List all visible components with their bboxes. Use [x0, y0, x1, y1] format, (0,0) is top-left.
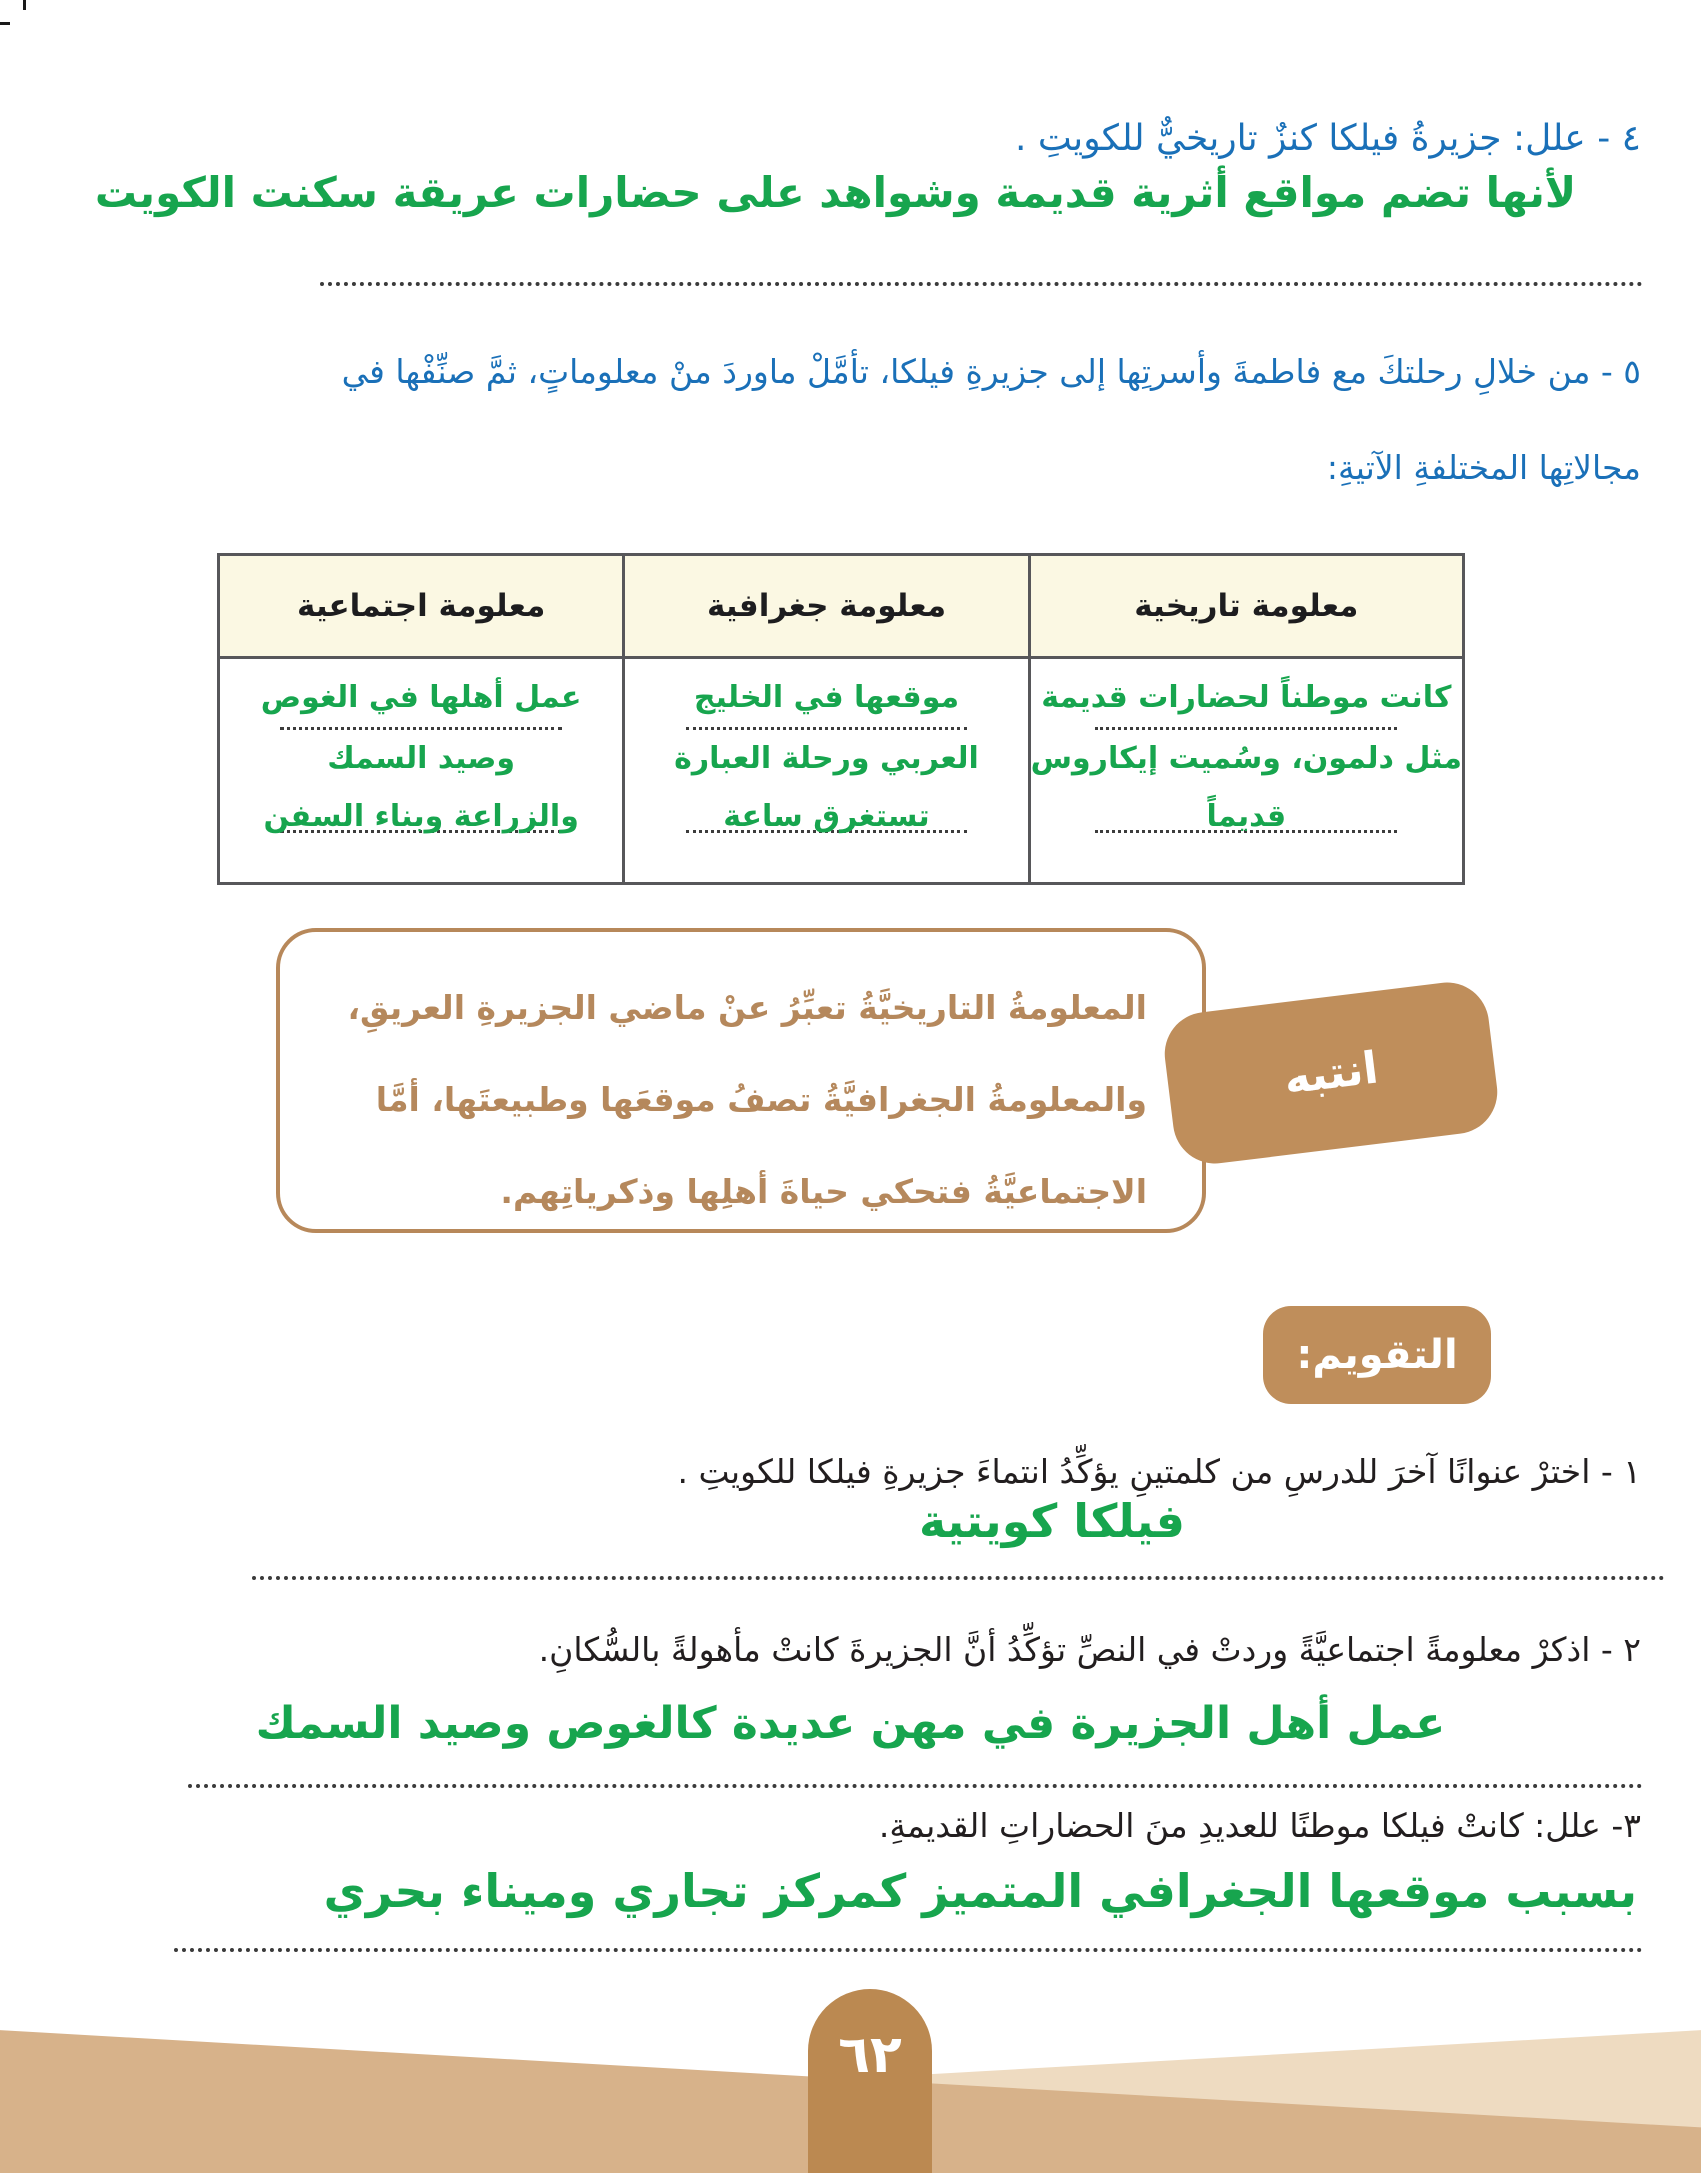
cell-line: قديماً	[1206, 799, 1287, 834]
answer-2-dotted-line	[188, 1784, 1643, 1788]
question-5-line2: مجالاتِها المختلفةِ الآتيةِ:	[1326, 448, 1641, 487]
evaluation-answer-3: بسبب موقعها الجغرافي المتميز كمركز تجاري وميناء بحري	[323, 1864, 1637, 1918]
cell-line: عمل أهلها في الغوص	[260, 680, 582, 715]
answer-4: لأنها تضم مواقع أثرية قديمة وشواهد على حضارات عريقة سكنت الكويت	[94, 168, 1577, 217]
evaluation-question-1: ١ - اخترْ عنوانًا آخرَ للدرسِ من كلمتينِ يؤكِّدُ انتماءَ جزيرةِ فيلكا للكويتِ .	[677, 1452, 1641, 1491]
answer-4-dotted-line	[320, 282, 1643, 286]
attention-line: والمعلومةُ الجغرافيَّةُ تصفُ موقعَها وطبيعتَها، أمَّا	[375, 1080, 1147, 1119]
evaluation-question-2: ٢ - اذكرْ معلومةً اجتماعيَّةً وردتْ في النصِّ تؤكِّدُ أنَّ الجزيرةَ كانتْ مأهولةً بالسُّكانِ.	[538, 1630, 1641, 1669]
question-5-line1: ٥ - من خلالِ رحلتكَ مع فاطمةَ وأسرتِها إلى جزيرةِ فيلكا، تأمَّلْ ماوردَ منْ معلوماتٍ، ثمَّ صنِّفْها في	[341, 352, 1641, 391]
table-header-geographic: معلومة جغرافية	[625, 556, 1027, 659]
answer-1-dotted-line	[252, 1576, 1665, 1580]
evaluation-question-3: ٣- علل: كانتْ فيلكا موطنًا للعديدِ منَ الحضاراتِ القديمةِ.	[878, 1806, 1641, 1845]
cell-line: تستغرق ساعة	[723, 799, 930, 834]
information-classification-table	[217, 553, 1465, 885]
table-column-social	[220, 556, 622, 882]
attention-line: الاجتماعيَّةُ فتحكي حياةَ أهلِها وذكرياتِهم.	[500, 1172, 1147, 1211]
cell-line: وصيد السمك	[327, 741, 516, 776]
table-column-geographic	[622, 556, 1027, 882]
table-header-social: معلومة اجتماعية	[220, 556, 622, 659]
crop-mark-top-left-vertical	[23, 0, 26, 10]
attention-note-box	[276, 928, 1206, 1233]
table-cell-historical	[1031, 659, 1462, 882]
page-number-pill	[808, 1989, 932, 2173]
table-header-historical: معلومة تاريخية	[1031, 556, 1462, 659]
cell-line: موقعها في الخليج	[693, 680, 960, 715]
cell-line: والزراعة وبناء السفن	[263, 799, 579, 834]
evaluation-answer-2: عمل أهل الجزيرة في مهن عديدة كالغوص وصيد السمك	[255, 1698, 1446, 1749]
cell-line: كانت موطناً لحضارات قديمة	[1041, 680, 1452, 715]
evaluation-badge: التقويم:	[1263, 1306, 1491, 1404]
table-cell-geographic	[625, 659, 1027, 882]
attention-tab: انتبه	[1160, 978, 1502, 1169]
answer-3-dotted-line	[174, 1948, 1643, 1952]
attention-note-text	[280, 932, 1202, 1238]
crop-mark-top-left-horizontal	[0, 22, 10, 25]
table-cell-social	[220, 659, 622, 882]
table-column-historical	[1028, 556, 1462, 882]
cell-line: مثل دلمون، وسُميت إيكاروس	[1030, 741, 1462, 776]
question-4: ٤ - علل: جزيرةُ فيلكا كنزٌ تاريخيٌّ للكويتِ .	[1014, 118, 1641, 159]
evaluation-answer-1: فيلكا كويتية	[918, 1494, 1185, 1548]
cell-line: العربي ورحلة العبارة	[674, 741, 979, 776]
page-number: ٦٢	[838, 2025, 902, 2085]
attention-line: المعلومةُ التاريخيَّةُ تعبِّرُ عنْ ماضي الجزيرةِ العريقِ،	[347, 988, 1147, 1027]
